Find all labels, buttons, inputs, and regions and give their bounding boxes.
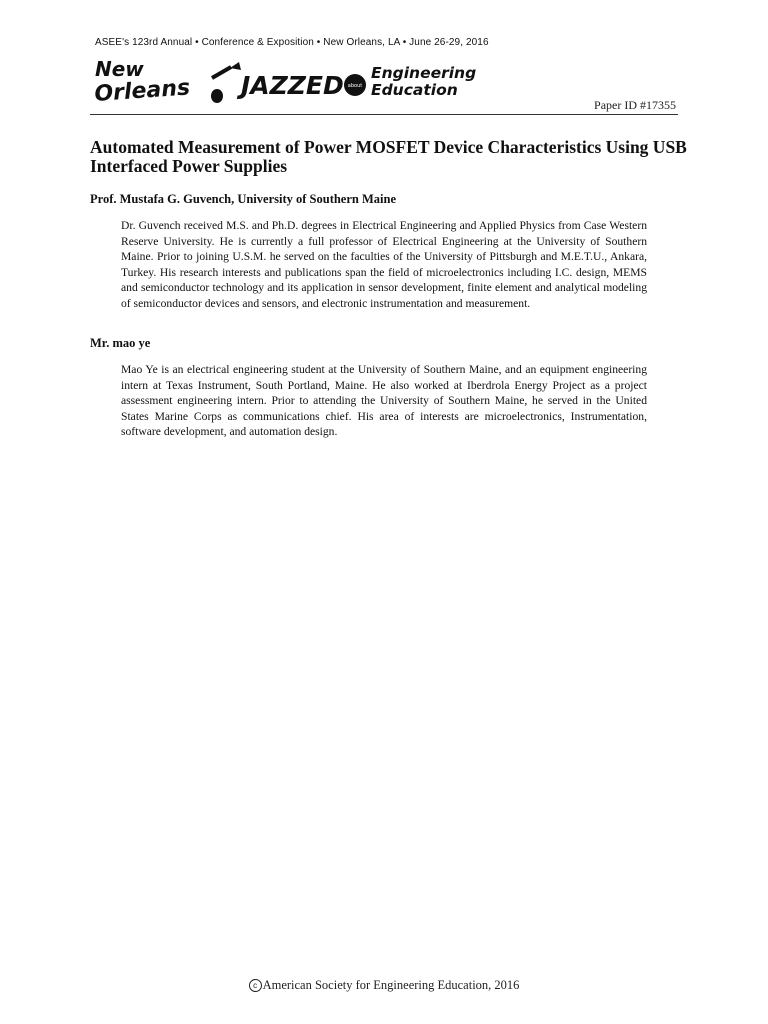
logo-engineering: Engineering [371, 64, 477, 82]
header-divider [90, 114, 678, 115]
author-bio: Dr. Guvench received M.S. and Ph.D. degrees in Electrical Engineering and Applied Physics from Case Western Reserve University. He is currently a full professor of Electrical Engineering at the University of Southern Maine. Prior to joining U.S.M. he served on the faculties of the University of Pittsburgh and M.E.T.U., Ankara, Turkey. His research interests and publications span the field of microelectronics including I.C. design, MEMS and semiconductor technology and its application in sensor development, finite element and analytical modeling of semiconductor devices and sensors, and electronic instrumentation and measurement. [121, 219, 647, 310]
footer-text: American Society for Engineering Education, 2016 [262, 978, 520, 992]
paper-id: Paper ID #17355 [594, 98, 676, 112]
copyright-icon: c [249, 979, 262, 992]
author-name: Prof. Mustafa G. Guvench, University of Southern Maine [90, 192, 397, 206]
logo-new: New [95, 57, 144, 81]
copyright-footer [0, 978, 768, 993]
paper-title: Automated Measurement of Power MOSFET Device Characteristics Using USB Interfaced Power Supplies [90, 137, 687, 176]
about-badge-icon [344, 74, 366, 96]
author-name: Mr. mao ye [90, 336, 151, 350]
author-bio: Mao Ye is an electrical engineering student at the University of Southern Maine, and an equipment engineering intern at Texas Instrument, South Portland, Maine. He also worked at Iberdrola Energy Project as a project assessment engineering intern. Prior to attending the University of Southern Maine, he served in the United States Marine Corps as communications chief. His area of interests are microelectronics, Instrumentation, software development, and automation design. [121, 363, 647, 439]
logo-education: Education [371, 81, 458, 99]
logo-about: about [347, 83, 363, 89]
conference-line: ASEE's 123rd Annual • Conference & Exposition • New Orleans, LA • June 26-29, 2016 [95, 37, 489, 48]
logo-orleans: Orleans [93, 75, 191, 107]
trumpet-player-icon [211, 62, 241, 103]
logo-jazzed: JAZZED [241, 71, 344, 100]
conference-logo [93, 56, 483, 110]
